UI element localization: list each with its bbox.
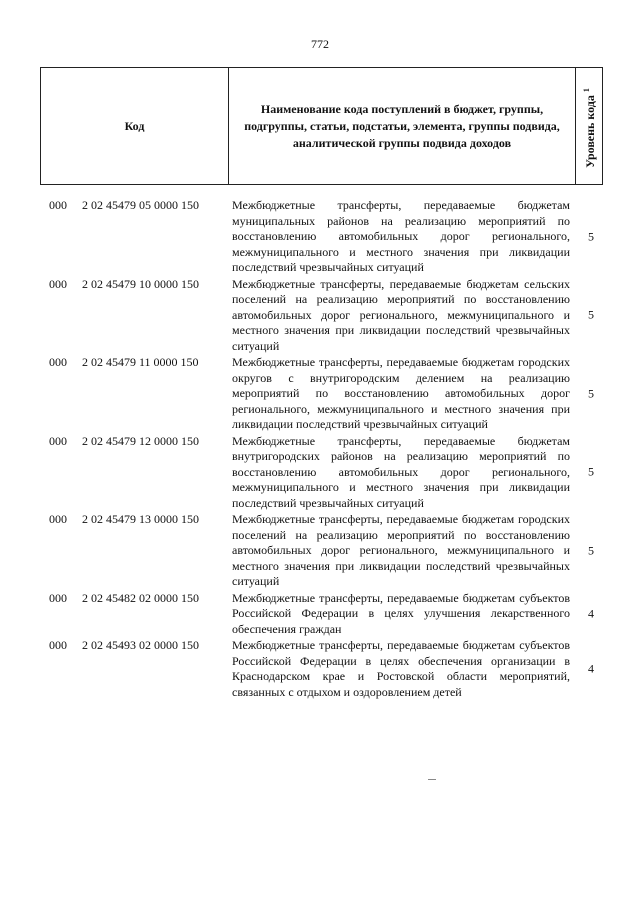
row-prefix: 000 [49, 198, 67, 212]
row-name: Межбюджетные трансферты, передаваемые бюджетам городских поселений на реализацию мероприятий по восстановлению автомобильных дорог регионального, межмуниципального и местного значения при ликвидации последствий чрезвычайных ситуаций [232, 512, 570, 588]
row-code: 2 02 45479 13 0000 150 [82, 512, 199, 526]
header-name: Наименование кода поступлений в бюджет, группы, подгруппы, статьи, подстатьи, элемента, группы подвида, аналитической группы подвида доходов [229, 68, 576, 184]
row-code: 2 02 45479 10 0000 150 [82, 276, 199, 291]
row-name: Межбюджетные трансферты, передаваемые бюджетам городских округов с внутригородским делением на реализацию мероприятий по восстановлению автомобильных дорог регионального, межмуниципального и местного значения при ликвидации последствий чрезвычайных ситуаций [232, 355, 570, 431]
header-level-footnote: 1 [582, 88, 591, 93]
row-prefix: 000 [49, 638, 67, 652]
row-name: Межбюджетные трансферты, передаваемые бюджетам сельских поселений на реализацию мероприятий по восстановлению автомобильных дорог регионального, межмуниципального и местного значения при ликвидации последствий чрезвычайных ситуаций [232, 276, 570, 353]
row-name: Межбюджетные трансферты, передаваемые бюджетам субъектов Российской Федерации в целях улучшения лекарственного обеспечения граждан [232, 590, 570, 636]
row-prefix: 000 [49, 355, 67, 369]
table-header [40, 67, 603, 185]
table-row [0, 277, 640, 355]
table-row [0, 198, 640, 276]
row-name: Межбюджетные трансферты, передаваемые бюджетам муниципальных районов на реализацию мероприятий по восстановлению автомобильных дорог регионального, межмуниципального и местного значения при ликвидации последствий чрезвычайных ситуаций [232, 198, 570, 274]
scan-mark [428, 779, 436, 780]
table-row [0, 434, 640, 512]
row-prefix: 000 [49, 512, 67, 526]
header-level [576, 68, 602, 184]
table-body [0, 198, 640, 701]
row-code: 2 02 45479 11 0000 150 [82, 355, 199, 369]
row-prefix: 000 [49, 590, 67, 605]
table-row [0, 591, 640, 638]
row-code: 2 02 45482 02 0000 150 [82, 590, 199, 605]
row-name: Межбюджетные трансферты, передаваемые бюджетам внутригородских районов на реализацию мероприятий по восстановлению автомобильных дорог регионального, межмуниципального и местного значения при ликвидации последствий чрезвычайных ситуаций [232, 433, 570, 510]
row-code: 2 02 45479 12 0000 150 [82, 433, 199, 448]
header-level-label [582, 88, 598, 168]
header-code: Код [41, 68, 229, 184]
row-level: 5 [588, 386, 594, 401]
row-level: 5 [588, 307, 594, 322]
table-row [0, 512, 640, 590]
row-level: 4 [588, 661, 594, 676]
header-level-text: Уровень кода [583, 95, 597, 168]
table-row [0, 355, 640, 433]
row-level: 4 [588, 606, 594, 621]
page-number: 772 [311, 37, 329, 51]
row-level: 5 [588, 229, 594, 244]
row-name: Межбюджетные трансферты, передаваемые бюджетам субъектов Российской Федерации в целях обеспечения организации в Краснодарском крае и Ростовской области мероприятий, связанных с отдыхом и оздоровлением детей [232, 638, 570, 699]
table-row [0, 638, 640, 700]
row-prefix: 000 [49, 433, 67, 448]
row-code: 2 02 45479 05 0000 150 [82, 198, 199, 212]
row-level: 5 [588, 464, 594, 479]
row-prefix: 000 [49, 276, 67, 291]
row-code: 2 02 45493 02 0000 150 [82, 638, 199, 652]
row-level: 5 [588, 543, 594, 558]
